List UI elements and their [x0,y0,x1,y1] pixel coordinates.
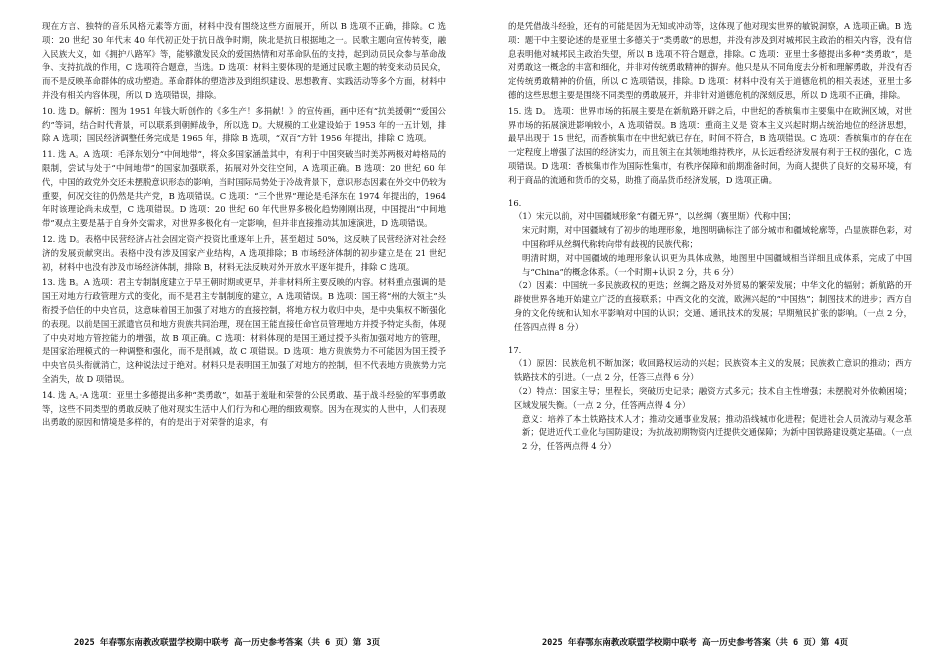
answer-13: 13. 选 B。A 选项：君主专制制度建立于早王朝时期或更早，并非材料所主要反映的内容。材料重点强调的是国王对地方行政管理方式的变化，而不是君主专制制度的建立，A 选项错误。B 选项：国王将“州的大领主”头衔授予信任的中央官员，这意味着国王加强了对地方的直接控制，将地方权力收归中央，是中央集权不断强化的表现。以前是国王派遣官员和地方贵族共同治理，现在国王能直接任命官员管理地方并授予特定头衔，体现了中央对地方管控能力的增强，故 B 项正确。C 选项：材料体现的是国王通过授予头衔加强对地方的管理，是国家治理模式的一种调整和强化，而不是削减，故 C 项错误。D 选项：地方贵族势力不可能因为国王授予中央官员头衔就消亡，这种说法过于绝对。材料只是表明国王加强了对地方的控制，但不代表地方贵族势力完全消失，故 D 项错误。 [42,277,446,384]
answer-10: 10. 选 D。解析：图为 1951 年钱大昕创作的《多生产！多捐献！》的宣传画，画中还有“抗美援朝”“爱国公约”等词，结合时代背景，可以联系到朝鲜战争，所以选 D。大规模的工业建设始于 1953 年的一五计划，排除 A 选项；国民经济调整任务完成是 1965 年，排除 B 选项，“双百”方针 1956 年提出，排除 C 选项。 [42,105,446,144]
answer-16-part-1: （1）宋元以前，对中国疆域形象“有疆无界”，以丝绸（赛里斯）代称中国； [514,211,796,222]
left-column [42,20,446,430]
question-17-number: 17. [508,344,522,355]
answer-14-continued: 的是凭借战斗经验，还有的可能是因为无知或冲动等，这体现了他对现实世界的敏锐洞察，A 选项正确。B 选项：题干中主要论述的是亚里士多德关于“类勇敢”的思想，并没有涉及到对城邦民主政治的相关内容，没有信息表明他对城邦民主政治失望，所以 B 选项不符合题意，排除。C 选项：亚里士多德提出多种“类勇敢”，是对勇敢这一概念的丰富和细化，并非对传统勇敢精神的摒弃。他只是从不同角度去分析和理解勇敢，并没有否定传统勇敢精神的价值，所以 C 选项错误，排除。D 选项：材料中没有关于道德危机的相关表述，亚里士多德的这些思想主要是围绕不同类型的勇敢展开，并非针对道德危机的深刻反思，所以 D 选项不正确，排除。 [508,21,912,100]
answer-17-part-1: （1）原因：民族危机不断加深；收回路权运动的兴起；民族资本主义的发展；民族救亡意识的推动；西方铁路技术的引进。（一点 2 分，任答三点得 6 分） [514,358,912,383]
answer-14: 14. 选 A。·A 选项：亚里士多德提出多种“类勇敢”，如基于羞耻和荣誉的公民勇敢、基于战斗经验的军事勇敢等，这些不同类型的勇敢反映了他对现实生活中人们行为和心理的细致观察。因为在现实的人世中，人们表现出勇敢的原因和情境是多样的，有的是出于对荣誉的追求，有 [42,389,446,428]
answer-16-part-2: （2）因素：中国统一多民族政权的更迭；丝绸之路及对外贸易的繁荣发展；中华文化的辐射；新航路的开辟使世界各地开始建立广泛的直接联系；中西文化的交流，欧洲兴起的“中国热”；制图技术的进步；西方自身的文化传统和认知水平影响对中国的认识；交通、通讯技术的发展；早期殖民扩张的影响。（一点 2 分，任答四点得 8 分） [514,280,912,332]
page-footer-left: 2025 年春鄂东南教改联盟学校期中联考 高一历史参考答案（共 6 页）第 3页 [74,638,381,648]
page-footer-right: 2025 年春鄂东南教改联盟学校期中联考 高一历史参考答案（共 6 页）第 4页 [542,638,849,648]
answer-16-part-1-ming-qing: 明清时期，对中国疆域的地理形象认识更为具体成熟，地图里中国疆域相当详细且成体系，完成了中国与“China”的概念体系。（一个时期+认识 2 分，共 6 分） [522,252,912,277]
answer-16-part-1-song-yuan: 宋元时期，对中国疆域有了初步的地理形象，地图明确标注了部分城市和疆域轮廓等，凸显族群色彩，对中国称呼从丝绸代称转向带有歧视的民族代称； [522,225,912,249]
answer-17-part-2: （2）特点：国家主导；里程长，突破历史记录；融资方式多元；技术自主性增强；未摆脱对外依赖困境；区域发展失衡。（一点 2 分，任答两点得 4 分） [514,385,912,410]
answer-17-significance: 意义：培养了本土铁路技术人才；推动交通事业发展；推动沿线城市化进程；促进社会人员流动与观念革新；促进近代工业化与国防建设；为抗战初期物资内迁提供交通保障；为新中国铁路建设奠定基础。（一点 2 分，任答两点得 4 分） [522,413,912,452]
right-column [508,20,912,454]
answer-9-continued: 现在方言、独特的音乐风格元素等方面，材料中没有围绕这些方面展开，所以 B 选项不正确，排除。C 选项：20 世纪 30 年代末 40 年代初正处于抗日战争时期，陕北是抗日根据地之一。民歌主题向宣传转变，融入民族大义，如《拥护八路军》等，能够激发民众的爱国热情和对革命队伍的支持，起到动员民众参与革命战争、支持抗战的作用，C 选项符合题意，当选。D 选项：材料主要体现的是通过民歌主题的转变来动员民众，而不是反映革命群体的成功塑造。革命群体的塑造涉及到组织建设、思想教育、实践活动等多个方面，材料中并没有相关内容体现，所以 D 选项错误，排除。 [42,21,446,100]
answer-11: 11. 选 A。A 选项：毛泽东划分“中间地带”，将众多国家涵盖其中，有利于中国突破当时美苏两极对峙格局的限制，尝试与处于“中间地带”的国家加强联系，拓展对外交往空间，A 选项正确。B 选项：20 世纪 60 年代，中国的政党外交还未摆脱意识形态的影响，当时国际局势处于冷战背景下，意识形态因素在外交中仍较为重要，何况交往的仍然是共产党，B 选项错误。C 选项：“三个世界”理论是毛泽东在 1974 年提出的，1964 年时该理论尚未成型，C 选项错误。D 选项：20 世纪 60 年代世界多极化趋势刚刚出现，中国提出“中间地带”观点主要是基于自身外交需求，对世界多极化有一定影响，但并非直接推动其加速演进，D 选项错误。 [42,149,446,229]
answer-12: 12. 选 D。表格中民营经济占社会固定资产投资比重逐年上升，甚至超过 50%，这反映了民营经济对社会经济的发展贡献突出。表格中没有涉及国家产业结构，A 选项排除；B 市场经济体制的初步建立是在 21 世纪初，材料中也没有涉及市场经济体制，排除 B，材料无法反映对外开放水平逐年提升，排除 C 选项。 [42,233,446,272]
answer-15: 15. 选 D。 选项：世界市场的拓展主要是在新航路开辟之后，中世纪的香槟集市主要集中在欧洲区域，对世界市场的拓展演进影响较小，A 选项错误。B 选项：重商主义是 资本主义兴起时期占统治地位的经济思想，最早出现于 15 世纪，而香槟集市在中世纪就已存在，时间不符合，B 选项错误。C 选项：香槟集市的存在在一定程度上增强了法国的经济实力，而且领主在其领地维持秩序，从长远看经济发展有利于王权的强化，C 选项错误。D 选项：香槟集市作为国际性集市，有秩序保障和前期准备时间，为商人提供了良好的交易环境，有利于商品的流通和货币的交易，助推了商品货币经济发展，D 选项正确。 [508,105,912,185]
question-16-number: 16. [508,197,522,208]
